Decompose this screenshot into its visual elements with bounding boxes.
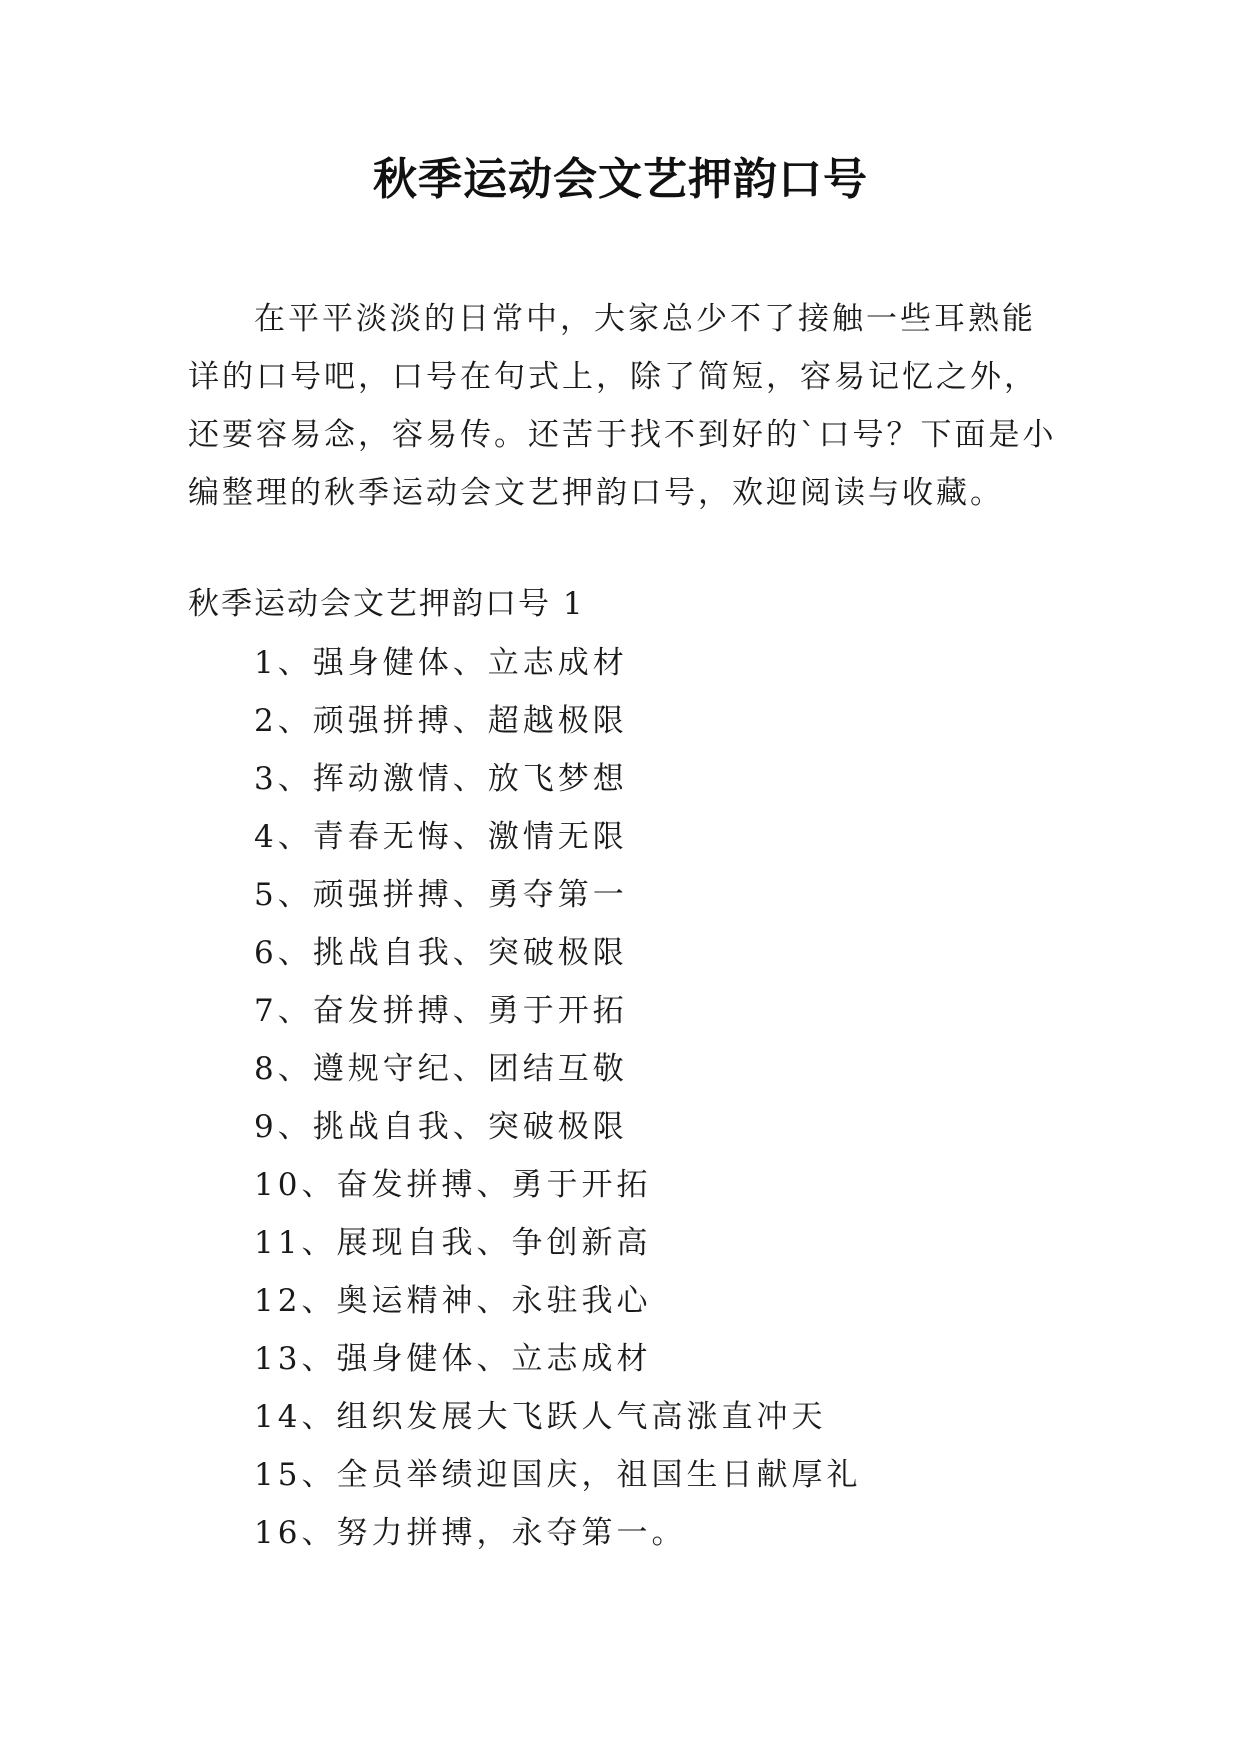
slogan-item: 15、全员举绩迎国庆，祖国生日献厚礼 (254, 1457, 862, 1493)
document-title: 秋季运动会文艺押韵口号 (373, 154, 868, 205)
slogan-item: 16、努力拼搏，永夺第一。 (254, 1515, 687, 1551)
slogan-item: 7、奋发拼搏、勇于开拓 (254, 993, 628, 1029)
slogan-item: 9、挑战自我、突破极限 (254, 1109, 628, 1145)
slogan-item: 14、组织发展大飞跃人气高涨直冲天 (254, 1399, 827, 1435)
intro-paragraph: 在平平淡淡的日常中，大家总少不了接触一些耳熟能详的口号吧，口号在句式上，除了简短，容易记忆之外，还要容易念，容易传。还苦于找不到好的`口号？下面是小编整理的秋季运动会文艺押韵口号，欢迎阅读与收藏。 (188, 301, 1057, 511)
slogan-item: 5、顽强拼搏、勇夺第一 (254, 877, 628, 913)
slogan-item: 8、遵规守纪、团结互敬 (254, 1051, 628, 1087)
slogan-item: 10、奋发拼搏、勇于开拓 (254, 1167, 652, 1203)
slogan-item: 1、强身健体、立志成材 (254, 645, 628, 681)
section-heading: 秋季运动会文艺押韵口号 1 (188, 586, 585, 622)
slogan-list (254, 641, 861, 1569)
slogan-item: 2、顽强拼搏、超越极限 (254, 703, 628, 739)
slogan-item: 12、奥运精神、永驻我心 (254, 1283, 652, 1319)
slogan-item: 4、青春无悔、激情无限 (254, 819, 628, 855)
slogan-item: 13、强身健体、立志成材 (254, 1341, 652, 1377)
slogan-item: 6、挑战自我、突破极限 (254, 935, 628, 971)
slogan-item: 11、展现自我、争创新高 (254, 1225, 652, 1261)
slogan-item: 3、挥动激情、放飞梦想 (254, 761, 628, 797)
